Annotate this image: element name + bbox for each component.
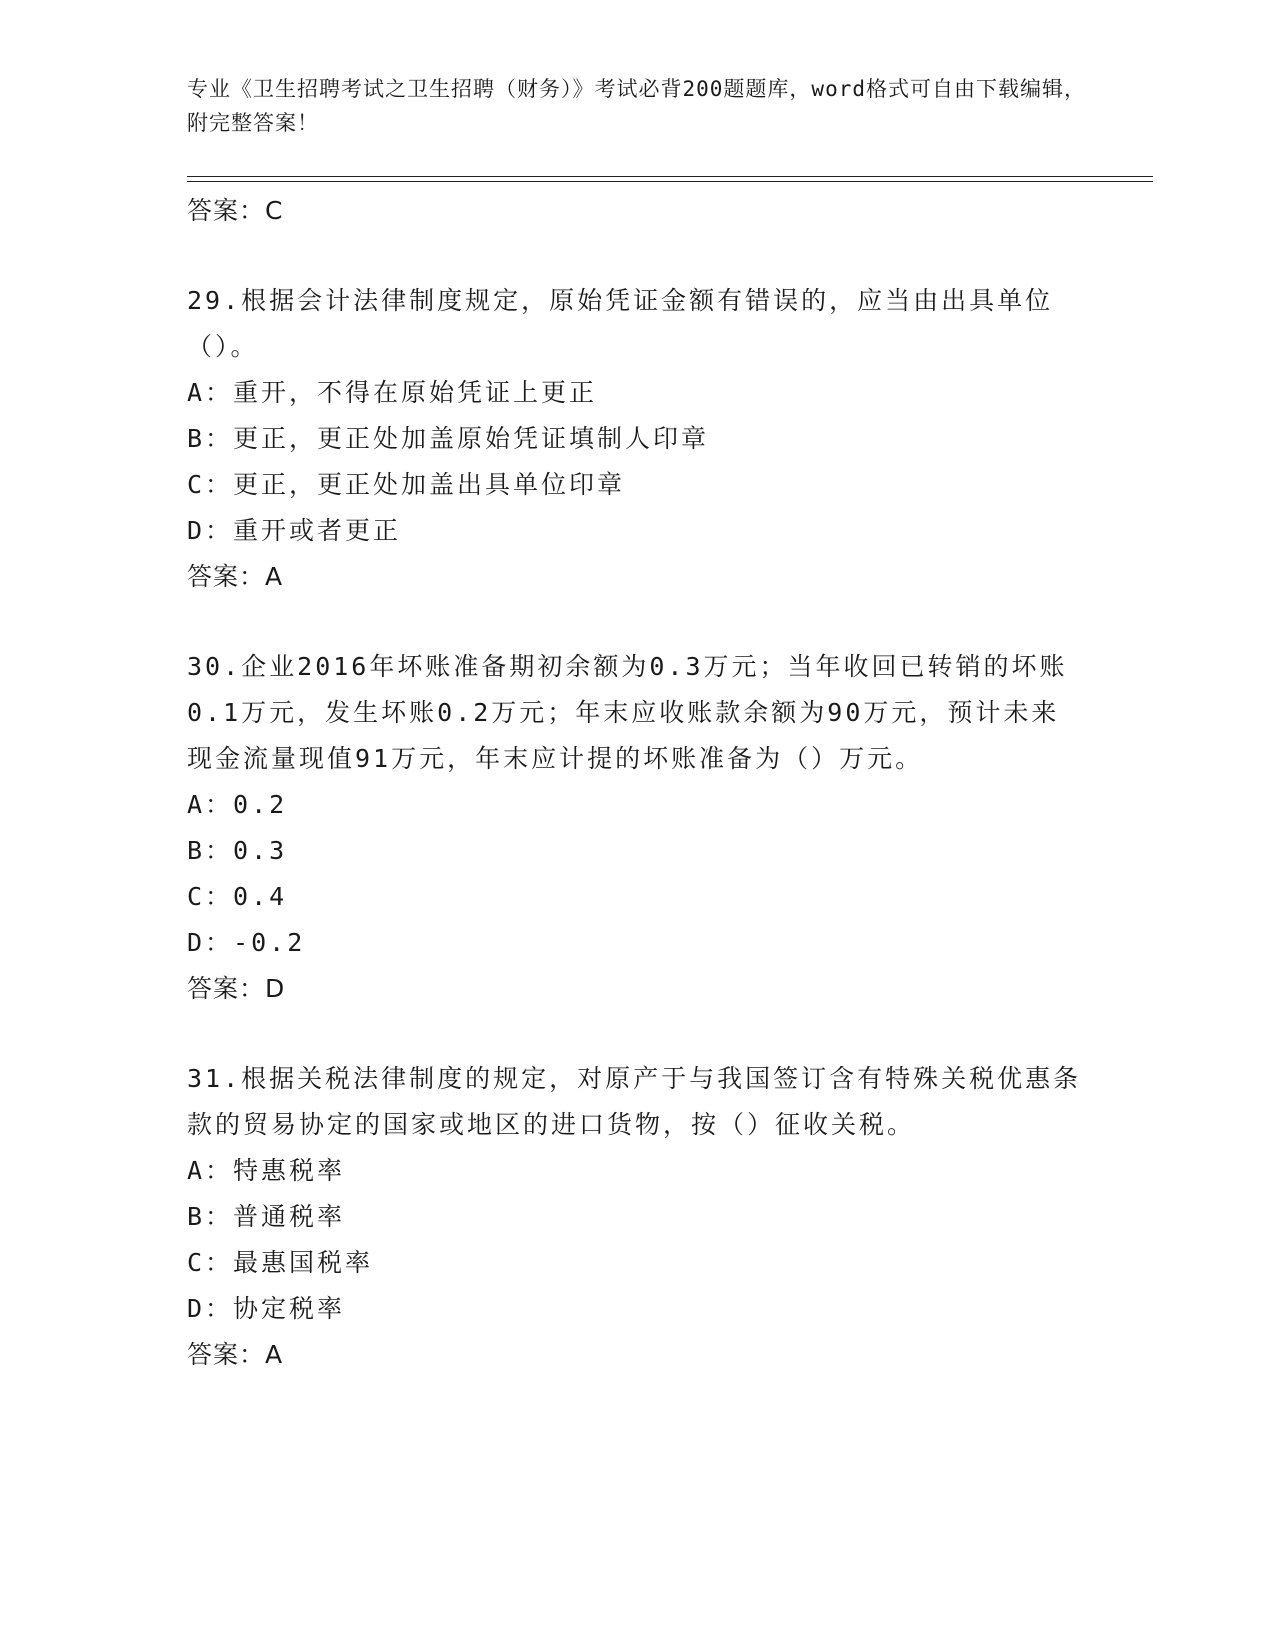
option-c: C：最惠国税率 bbox=[187, 1248, 374, 1277]
option-b: B：0.3 bbox=[187, 836, 288, 865]
question-30 bbox=[187, 644, 1087, 1012]
header-divider bbox=[187, 176, 1153, 182]
question-list bbox=[187, 188, 1087, 1378]
option-c: C：0.4 bbox=[187, 882, 288, 911]
question-stem: 31.根据关税法律制度的规定，对原产于与我国签订含有特殊关税优惠条款的贸易协定的国家或地区的进口货物，按（）征收关税。 bbox=[187, 1064, 1082, 1139]
option-a: A：特惠税率 bbox=[187, 1156, 346, 1185]
question-stem: 29.根据会计法律制度规定，原始凭证金额有错误的，应当由出具单位（）。 bbox=[187, 286, 1054, 361]
option-a: A：重开，不得在原始凭证上更正 bbox=[187, 378, 598, 407]
answer-line: 答案：A bbox=[187, 1340, 284, 1369]
answer-line: 答案：D bbox=[187, 974, 286, 1003]
question-29 bbox=[187, 278, 1087, 600]
question-31 bbox=[187, 1056, 1087, 1378]
question-stem: 30.企业2016年坏账准备期初余额为0.3万元；当年收回已转销的坏账0.1万元，发生坏账0.2万元；年末应收账款余额为90万元，预计未来现金流量现值91万元，年末应计提的坏账准备为（）万元。 bbox=[187, 652, 1068, 773]
option-c: C：更正，更正处加盖出具单位印章 bbox=[187, 470, 626, 499]
option-b: B：更正，更正处加盖原始凭证填制人印章 bbox=[187, 424, 710, 453]
answer-line-28: 答案：C bbox=[187, 196, 284, 225]
option-d: D：协定税率 bbox=[187, 1294, 346, 1323]
answer-line: 答案：A bbox=[187, 562, 284, 591]
option-a: A：0.2 bbox=[187, 790, 288, 819]
document-header: 专业《卫生招聘考试之卫生招聘（财务）》考试必背200题题库，word格式可自由下载编辑，附完整答案！ bbox=[187, 77, 1086, 135]
option-b: B：普通税率 bbox=[187, 1202, 346, 1231]
option-d: D：-0.2 bbox=[187, 928, 306, 957]
option-d: D：重开或者更正 bbox=[187, 516, 402, 545]
